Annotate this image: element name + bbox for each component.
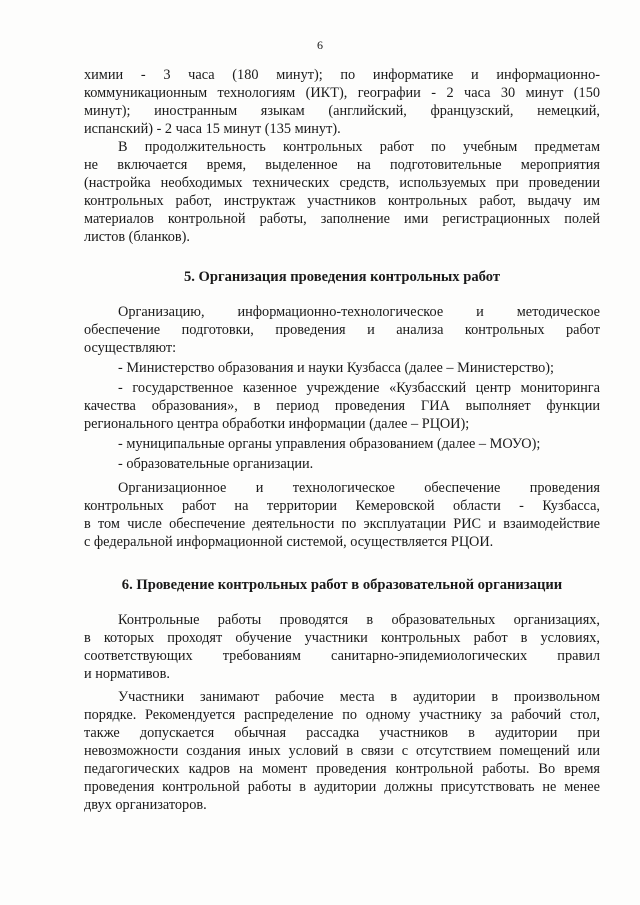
text-line: не включается время, выделенное на подготовительные мероприятия [84,157,600,173]
text-line: обеспечение подготовки, проведения и анализа контрольных работ [84,322,600,338]
text-line: педагогических кадров на момент проведения контрольной работы. Во время [84,761,600,777]
text-line: осуществляют: [84,340,177,356]
text-line: проведения контрольной работы в аудитории должны присутствовать не менее [84,779,600,795]
list-item: - образовательные организации. [118,456,314,472]
list-item: - муниципальные органы управления образованием (далее – МОУО); [118,436,541,452]
text-line: также допускается обычная рассадка участников в аудитории при [84,725,600,741]
list-item: - государственное казенное учреждение «Кузбасский центр мониторинга [118,380,600,396]
text-line: порядке. Рекомендуется распределение по одному участнику за рабочий стол, [84,707,600,723]
text-line: Организацию, информационно-технологическое и методическое [118,304,600,320]
text-line: в том числе обеспечение деятельности по эксплуатации РИС и взаимодействие [84,516,600,532]
text-line: Участники занимают рабочие места в аудитории в произвольном [118,689,600,705]
text-line: В продолжительность контрольных работ по учебным предметам [118,139,600,155]
text-line: минут); иностранным языкам (английский, французский, немецкий, [84,103,600,119]
text-line: контрольных работ, инструктаж участников контрольных работ, выдачу им [84,193,600,209]
text-line: Контрольные работы проводятся в образовательных организациях, [118,612,600,628]
text-line: (настройка необходимых технических средств, используемых при проведении [84,175,600,191]
text-line: листов (бланков). [84,229,190,245]
text-line: и нормативов. [84,666,170,682]
text-line: коммуникационным технологиям (ИКТ), географии - 2 часа 30 минут (150 [84,85,600,101]
text-line: регионального центра обработки информации (далее – РЦОИ); [84,416,470,432]
text-line: материалов контрольной работы, заполнение ими регистрационных полей [84,211,600,227]
page-number: 6 [317,38,323,52]
text-line: контрольных работ на территории Кемеровской области - Кузбасса, [84,498,600,514]
list-item: - Министерство образования и науки Кузбасса (далее – Министерство); [118,360,555,376]
section-5-heading: 5. Организация проведения контрольных работ [183,269,501,285]
text-line: в которых проходят обучение участники контрольных работ в условиях, [84,630,600,646]
text-line: качества образования», в период проведения ГИА выполняет функции [84,398,600,414]
text-line: Организационное и технологическое обеспечение проведения [118,480,600,496]
text-line: испанский) - 2 часа 15 минут (135 минут). [84,121,341,137]
text-line: двух организаторов. [84,797,207,813]
text-line: невозможности создания иных условий в связи с отсутствием помещений или [84,743,600,759]
section-6-heading: 6. Проведение контрольных работ в образовательной организации [121,577,563,593]
text-line: соответствующих требованиям санитарно-эпидемиологических правил [84,648,600,664]
text-line: химии - 3 часа (180 минут); по информатике и информационно- [84,67,600,83]
text-line: с федеральной информационной системой, осуществляется РЦОИ. [84,534,494,550]
